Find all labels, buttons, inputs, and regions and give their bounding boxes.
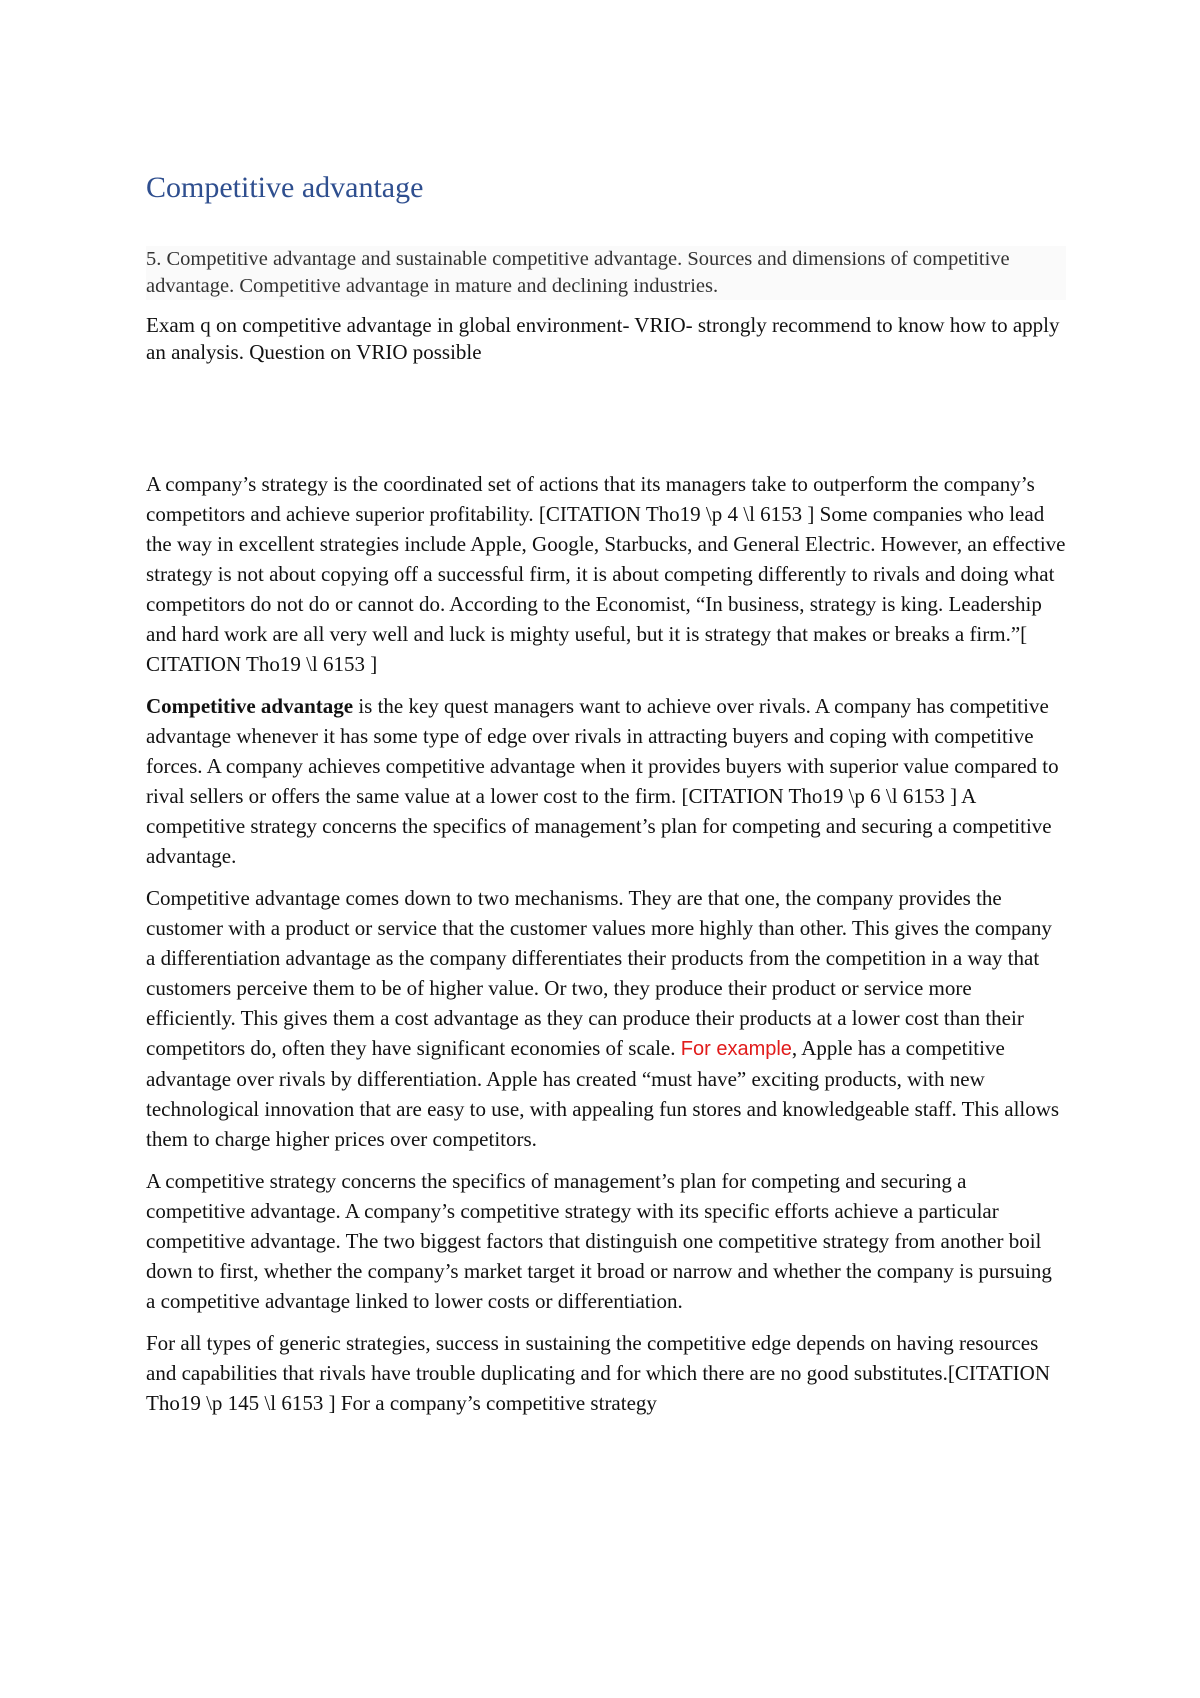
paragraph-competitive-advantage [146, 691, 1066, 871]
topic-line: 5. Competitive advantage and sustainable competitive advantage. Sources and dimensions of competitive advantage. Competitive advantage in mature and declining industries. [146, 246, 1066, 300]
paragraph-strategy-definition: A company’s strategy is the coordinated set of actions that its managers take to outperform the company’s competitors and achieve superior profitability. [CITATION Tho19 \p 4 \l 6153 ] Some companies who lead the way in excellent strategies include Apple, Google, Starbucks, and General Electric. However, an effective strategy is not about copying off a successful firm, it is about competing differently to rivals and doing what competitors do not do or cannot do. According to the Economist, “In business, strategy is king. Leadership and hard work are all very well and luck is mighty useful, but it is strategy that makes or breaks a firm.”[ CITATION Tho19 \l 6153 ] [146, 472, 1066, 676]
highlighted-text: For example [680, 1038, 792, 1060]
document-body [146, 168, 1066, 1430]
paragraph-text: , Apple has a competitive advantage over rivals by differentiation. Apple has created “must have” exciting products, with new technological innovation that are easy to use, with appealing fun stores and knowledgeable staff. This allows them to charge higher prices over competitors. [146, 1036, 1060, 1151]
paragraph-generic-strategies: For all types of generic strategies, success in sustaining the competitive edge depends on having resources and capabilities that rivals have trouble duplicating and for which there are no good substitutes.[CITATION Tho19 \p 145 \l 6153 ] For a company’s competitive strategy [146, 1331, 1050, 1415]
paragraph-text: Competitive advantage comes down to two mechanisms. They are that one, the company provides the customer with a product or service that the customer values more highly than other. This gives the company a differentiation advantage as the company differentiates their products from the competition in a way that customers perceive them to be of higher value. Or two, they produce their product or service more efficiently. This gives them a cost advantage as they can produce their products at a lower cost than their competitors do, often they have significant economies of scale. [146, 886, 1052, 1060]
page-title: Competitive advantage [146, 171, 424, 204]
blank-space [146, 366, 1066, 469]
exam-note: Exam q on competitive advantage in global environment- VRIO- strongly recommend to know how to apply an analysis. Question on VRIO possible [146, 313, 1060, 364]
paragraph-competitive-strategy: A competitive strategy concerns the specifics of management’s plan for competing and securing a competitive advantage. A company’s competitive strategy with its specific efforts achieve a particular competitive advantage. The two biggest factors that distinguish one competitive strategy from another boil down to first, whether the company’s market target it broad or narrow and whether the company is pursuing a competitive advantage linked to lower costs or differentiation. [146, 1169, 1052, 1313]
bold-term: Competitive advantage [146, 694, 354, 718]
paragraph-mechanisms [146, 883, 1066, 1154]
paragraph-text: is the key quest managers want to achieve over rivals. A company has competitive advantage whenever it has some type of edge over rivals in attracting buyers and coping with competitive forces. A company achieves competitive advantage when it provides buyers with superior value compared to rival sellers or offers the same value at a lower cost to the firm. [CITATION Tho19 \p 6 \l 6153 ] A competitive strategy concerns the specifics of management’s plan for competing and securing a competitive advantage. [146, 694, 1059, 868]
